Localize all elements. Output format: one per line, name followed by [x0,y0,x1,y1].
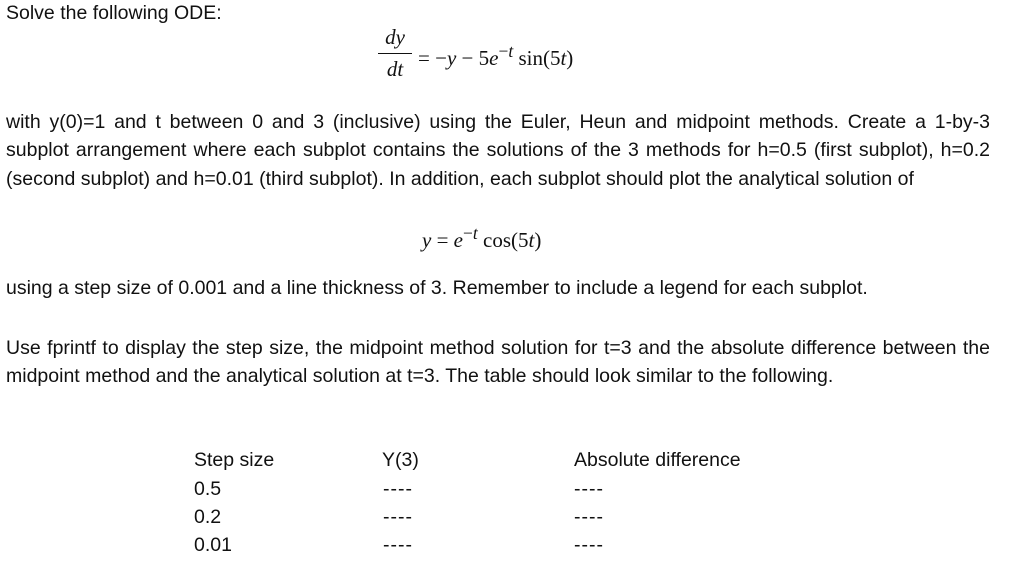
intro-text: Solve the following ODE: [6,2,222,24]
table-row-1-step: 0.5 [194,478,222,500]
table-row-2-step: 0.2 [194,506,222,528]
table-header-absolute-difference: Absolute difference [574,449,741,471]
fraction-bar [378,53,412,54]
table-row-3-y3: ---- [383,534,413,556]
table-row-2-diff: ---- [574,506,604,528]
problem-paragraph-1: with y(0)=1 and t between 0 and 3 (inclusive) using the Euler, Heun and midpoint methods. Create a 1-by-3 subplot arrangement where each subplot contains the solutions of the 3 methods for h=0.5 (first subplot), h=0.2 (second subplot) and h=0.01 (third subplot). In addition, each subplot should plot the analytical solution of [6,111,990,190]
analytical-solution: $y = e^{-t}$ cos(5t) [422,223,542,252]
ode-denominator: dt [386,57,404,81]
problem-paragraph-3: Use fprintf to display the step size, the midpoint method solution for t=3 and the absolute difference between the midpoint method and the analytical solution at t=3. The table should look similar to the following. [6,337,990,388]
ode-numerator: dy [385,25,405,49]
table-row-1-y3: ---- [383,478,413,500]
problem-paragraph-2: using a step size of 0.001 and a line thickness of 3. Remember to include a legend for each subplot. [6,277,868,299]
table-row-3-step: 0.01 [194,534,232,556]
table-header-step-size: Step size [194,449,275,471]
table-header-y3: Y(3) [382,449,419,471]
table-row-1-diff: ---- [574,478,604,500]
ode-rhs: = $-y - 5e^{-t}$ sin(5t) [418,41,574,70]
ode-fraction [378,24,412,82]
table-row-3-diff: ---- [574,534,604,556]
table-row-2-y3: ---- [383,506,413,528]
